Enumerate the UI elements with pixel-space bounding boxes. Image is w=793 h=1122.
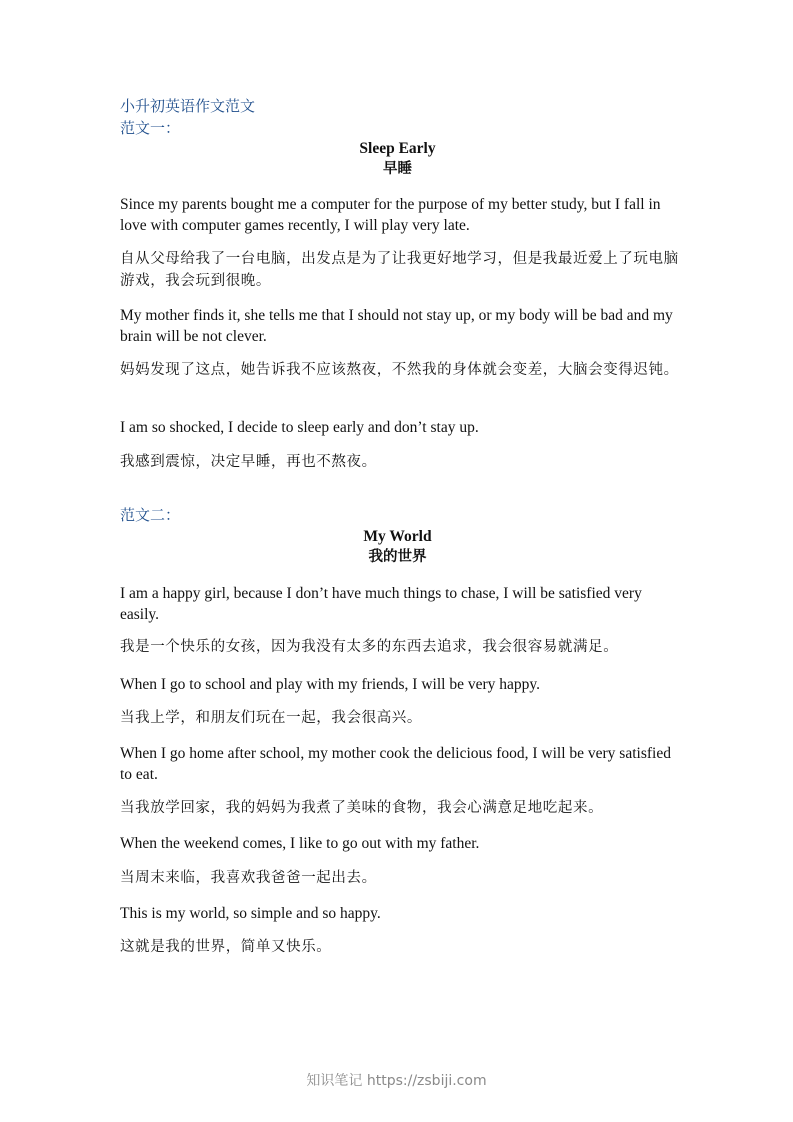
essay-2-label: 范文二： — [120, 506, 181, 524]
essay-2-paragraph-9: This is my world, so simple and so happy. — [120, 905, 381, 922]
document-title: 小升初英语作文范文 — [120, 97, 256, 115]
essay-1-paragraph-2: 自从父母给我了一台电脑，出发点是为了让我更好地学习，但是我最近爱上了玩电脑游戏，我会玩到很晚。 — [120, 251, 679, 289]
essay-2-title-zh: 我的世界 — [368, 549, 427, 565]
essay-2-title-en: My World — [363, 528, 432, 545]
essay-2-paragraph-1: I am a happy girl, because I don’t have much things to chase, I will be satisfied very easily. — [120, 585, 642, 623]
essay-2-paragraph-4: 当我上学，和朋友们玩在一起，我会很高兴。 — [120, 710, 422, 726]
essay-1-heading — [120, 139, 675, 179]
essay-2-paragraph-10: 这就是我的世界，简单又快乐。 — [120, 939, 332, 955]
essay-2-paragraph-2: 我是一个快乐的女孩，因为我没有太多的东西去追求，我会很容易就满足。 — [120, 639, 619, 655]
essay-1-title-zh: 早睡 — [383, 161, 412, 177]
essay-1-label: 范文一： — [120, 119, 181, 137]
essay-1-paragraph-4: 妈妈发现了这点，她告诉我不应该熬夜，不然我的身体就会变差，大脑会变得迟钝。 — [120, 362, 679, 378]
essay-2-paragraph-5: When I go home after school, my mother cook the delicious food, I will be very satisfied to eat. — [120, 745, 671, 783]
essay-2-paragraph-8: 当周末来临，我喜欢我爸爸一起出去。 — [120, 870, 377, 886]
essay-2-paragraph-7: When the weekend comes, I like to go out with my father. — [120, 835, 480, 852]
footer-watermark: 知识笔记 https://zsbiji.com — [306, 1073, 487, 1089]
essay-1-paragraph-5: I am so shocked, I decide to sleep early and don’t stay up. — [120, 419, 479, 436]
essay-2-paragraph-6: 当我放学回家，我的妈妈为我煮了美味的食物，我会心满意足地吃起来。 — [120, 800, 604, 816]
essay-1-paragraph-1: Since my parents bought me a computer for the purpose of my better study, but I fall in love with computer games recently, I will play very late. — [120, 196, 661, 234]
essay-1-paragraph-3: My mother finds it, she tells me that I should not stay up, or my body will be bad and my brain will be not clever. — [120, 307, 673, 345]
essay-2-heading — [120, 527, 675, 567]
essay-1-title-en: Sleep Early — [359, 140, 436, 157]
essay-2-paragraph-3: When I go to school and play with my friends, I will be very happy. — [120, 676, 540, 693]
essay-1-paragraph-6: 我感到震惊，决定早睡，再也不熬夜。 — [120, 454, 377, 470]
